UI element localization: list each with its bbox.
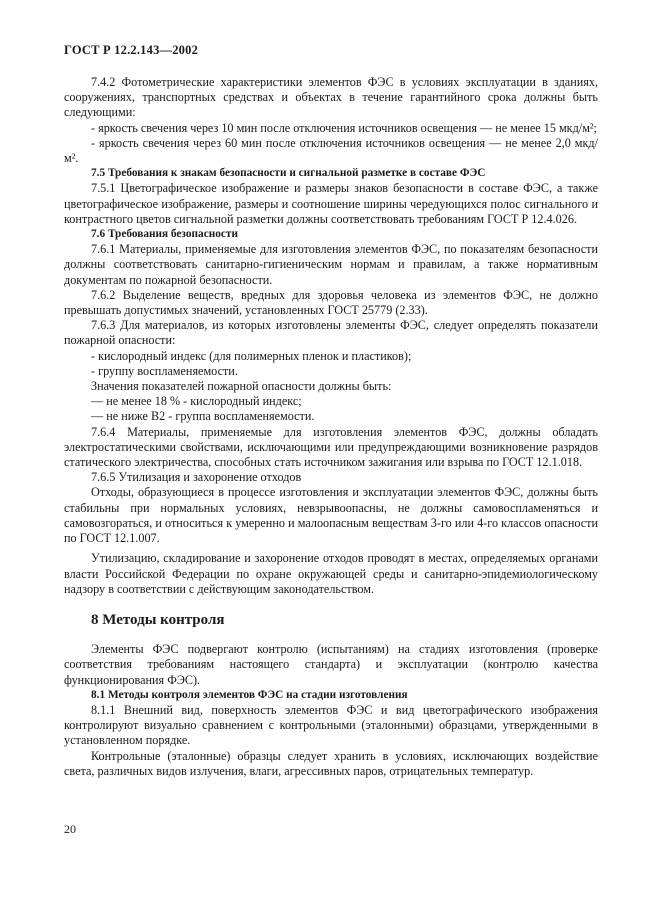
clause-7-4-2: 7.4.2 Фотометрические характеристики элементов ФЭС в условиях эксплуатации в зданиях, сооружениях, транспортных средствах и объектах в течение гарантийного срока должны быть следующими: [64, 75, 598, 120]
clause-8-1-1: 8.1.1 Внешний вид, поверхность элементов ФЭС и вид цветографического изображения контролируют визуально сравнением с контрольными (эталонными) образцами, утвержденными в установленном порядке. [64, 702, 598, 748]
subsection-heading-7-6: 7.6 Требования безопасности [91, 228, 238, 241]
list-item: — не ниже В2 - группа воспламеняемости. [91, 409, 315, 424]
subsection-heading-7-5: 7.5 Требования к знакам безопасности и сигнальной разметке в составе ФЭС [91, 167, 486, 180]
paragraph: Утилизацию, складирование и захоронение отходов проводят в местах, определяемых органами власти Российской Федерации по охране окружающей среды и санитарно-эпидемиологическому надзору в соответствии с действующим законодательством. [64, 551, 598, 596]
paragraph: Значения показателей пожарной опасности должны быть: [91, 379, 392, 394]
paragraph: Элементы ФЭС подвергают контролю (испытаниям) на стадиях изготовления (проверке соответствия требованиям настоящего стандарта) и эксплуатации (контролю качества функционирования ФЭС). [64, 642, 598, 687]
clause-7-6-4: 7.6.4 Материалы, применяемые для изготовления элементов ФЭС, должны обладать электростатическими свойствами, исключающими или предупреждающими возникновение разрядов статического электричества, способных стать источником зажигания или взрыва по ГОСТ 12.1.018. [64, 424, 598, 470]
subsection-heading-8-1: 8.1 Методы контроля элементов ФЭС на стадии изготовления [91, 688, 408, 701]
clause-7-5-1: 7.5.1 Цветографическое изображение и размеры знаков безопасности в составе ФЭС, а также цветографическое изображение, размеры и соотношение ширины чередующихся полос сигнального и контрастного цветов сигнальной разметки должны соответствовать требованиям ГОСТ Р 12.4.026. [64, 181, 598, 226]
document-header: ГОСТ Р 12.2.143—2002 [64, 43, 199, 57]
clause-7-6-1: 7.6.1 Материалы, применяемые для изготовления элементов ФЭС, по показателям безопасности должны соответствовать санитарно-гигиеническим нормам и правилам, а также нормативным документам по пожарной безопасности. [64, 242, 598, 287]
list-item: - кислородный индекс (для полимерных пленок и пластиков); [91, 348, 412, 363]
page-number: 20 [64, 822, 76, 836]
paragraph: Отходы, образующиеся в процессе изготовления и эксплуатации элементов ФЭС, должны быть стабильны при нормальных условиях, невзрывоопасны, не должны самовоспламеняться и самовозгораться, и относиться к умеренно и малоопасным веществам 3-го или 4-го классов опасности по ГОСТ 12.1.007. [64, 485, 598, 546]
list-item: - яркость свечения через 10 мин после отключения источников освещения — не менее 15 мкд/м²; [91, 120, 597, 135]
clause-7-6-5: 7.6.5 Утилизация и захоронение отходов [91, 470, 302, 485]
clause-7-6-3: 7.6.3 Для материалов, из которых изготовлены элементы ФЭС, следует определять показатели пожарной опасности: [64, 318, 598, 348]
list-item: - яркость свечения через 60 мин после отключения источников освещения — не менее 2,0 мкд/м². [64, 135, 598, 166]
section-heading-8: 8 Методы контроля [91, 611, 225, 628]
document-body [64, 75, 598, 779]
list-item: - группу воспламеняемости. [91, 363, 238, 378]
paragraph: Контрольные (эталонные) образцы следует хранить в условиях, исключающих воздействие света, различных видов излучения, влаги, агрессивных паров, отрицательных температур. [64, 748, 598, 778]
list-item: — не менее 18 % - кислородный индекс; [91, 394, 302, 409]
clause-7-6-2: 7.6.2 Выделение веществ, вредных для здоровья человека из элементов ФЭС, не должно превышать допустимых значений, установленных ГОСТ 25779 (2.33). [64, 287, 598, 318]
